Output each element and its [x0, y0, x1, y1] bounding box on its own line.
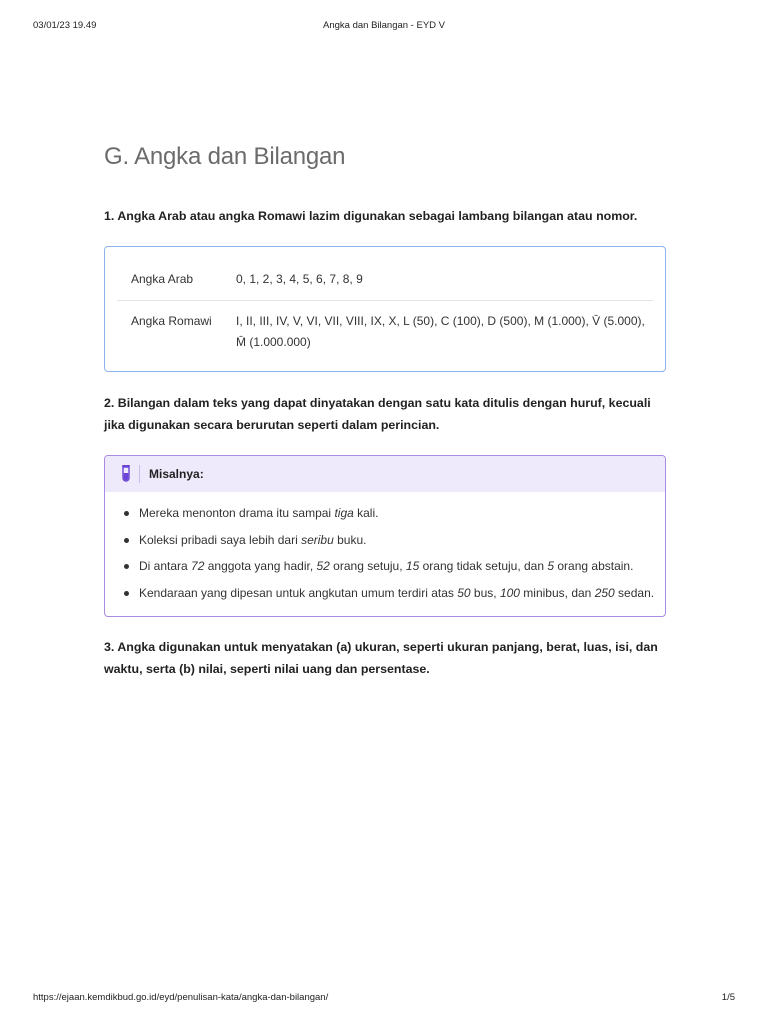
table-row-label: Angka Arab	[131, 272, 194, 286]
example-list	[105, 492, 665, 616]
example-emphasis: 72	[191, 559, 205, 573]
section-heading: G. Angka dan Bilangan	[104, 143, 346, 170]
example-text: kali.	[353, 506, 379, 520]
print-header	[33, 20, 735, 32]
table-row-label: Angka Romawi	[131, 314, 212, 328]
rule-3: 3. Angka digunakan untuk menyatakan (a) ukuran, seperti ukuran panjang, berat, luas, isi, dan waktu, serta (b) nilai, seperti nilai uang dan persentase.	[104, 640, 658, 676]
example-text: Koleksi pribadi saya lebih dari	[139, 532, 302, 547]
example-title: Misalnya:	[149, 467, 204, 481]
example-text: orang tidak setuju, dan	[419, 559, 548, 573]
example-emphasis: seribu	[301, 532, 334, 547]
page-number: 1/5	[721, 992, 735, 1003]
example-text: minibus, dan	[519, 585, 595, 600]
table-row-roman	[117, 301, 653, 357]
example-header	[105, 456, 665, 492]
table-row-value: 0, 1, 2, 3, 4, 5, 6, 7, 8, 9	[236, 272, 363, 286]
example-emphasis: 52	[316, 559, 330, 573]
example-text: buku.	[333, 532, 367, 547]
example-emphasis: 250	[594, 585, 615, 600]
example-emphasis: 100	[499, 585, 520, 600]
test-tube-icon	[119, 464, 133, 484]
print-datetime: 03/01/23 19.49	[33, 20, 97, 31]
example-box	[104, 455, 666, 617]
print-footer	[33, 992, 735, 1004]
example-text: Di antara	[139, 559, 192, 573]
rule-1: 1. Angka Arab atau angka Romawi lazim digunakan sebagai lambang bilangan atau nomor.	[104, 209, 638, 223]
example-text: orang setuju,	[329, 559, 406, 573]
example-text: Mereka menonton drama itu sampai	[139, 506, 335, 520]
article-content	[104, 140, 666, 680]
example-text: orang abstain.	[554, 559, 634, 573]
print-url: https://ejaan.kemdikbud.go.id/eyd/penulisan-kata/angka-dan-bilangan/	[33, 992, 329, 1003]
example-text: anggota yang hadir,	[204, 559, 317, 573]
example-emphasis: tiga	[334, 506, 354, 520]
print-page-title: Angka dan Bilangan - EYD V	[323, 20, 445, 31]
list-item	[105, 527, 665, 554]
table-row-arabic	[117, 259, 653, 301]
header-divider	[139, 465, 140, 483]
list-item	[105, 580, 665, 607]
list-item	[105, 553, 665, 580]
number-symbol-table	[104, 246, 666, 372]
example-emphasis: 50	[457, 585, 471, 600]
table-row-value: I, II, III, IV, V, VI, VII, VIII, IX, X, L (50), C (100), D (500), M (1.000), V̄ (5.000), M̄ (1.000.000)	[236, 314, 645, 349]
example-text: sedan.	[614, 585, 655, 600]
rule-2: 2. Bilangan dalam teks yang dapat dinyatakan dengan satu kata ditulis dengan huruf, kecuali jika digunakan secara berurutan seperti dalam perincian.	[104, 396, 651, 432]
example-text: bus,	[470, 585, 500, 600]
example-emphasis: 15	[405, 559, 420, 573]
example-emphasis: 5	[547, 559, 555, 573]
list-item	[105, 500, 665, 527]
example-text: Kendaraan yang dipesan untuk angkutan umum terdiri atas	[139, 585, 458, 600]
